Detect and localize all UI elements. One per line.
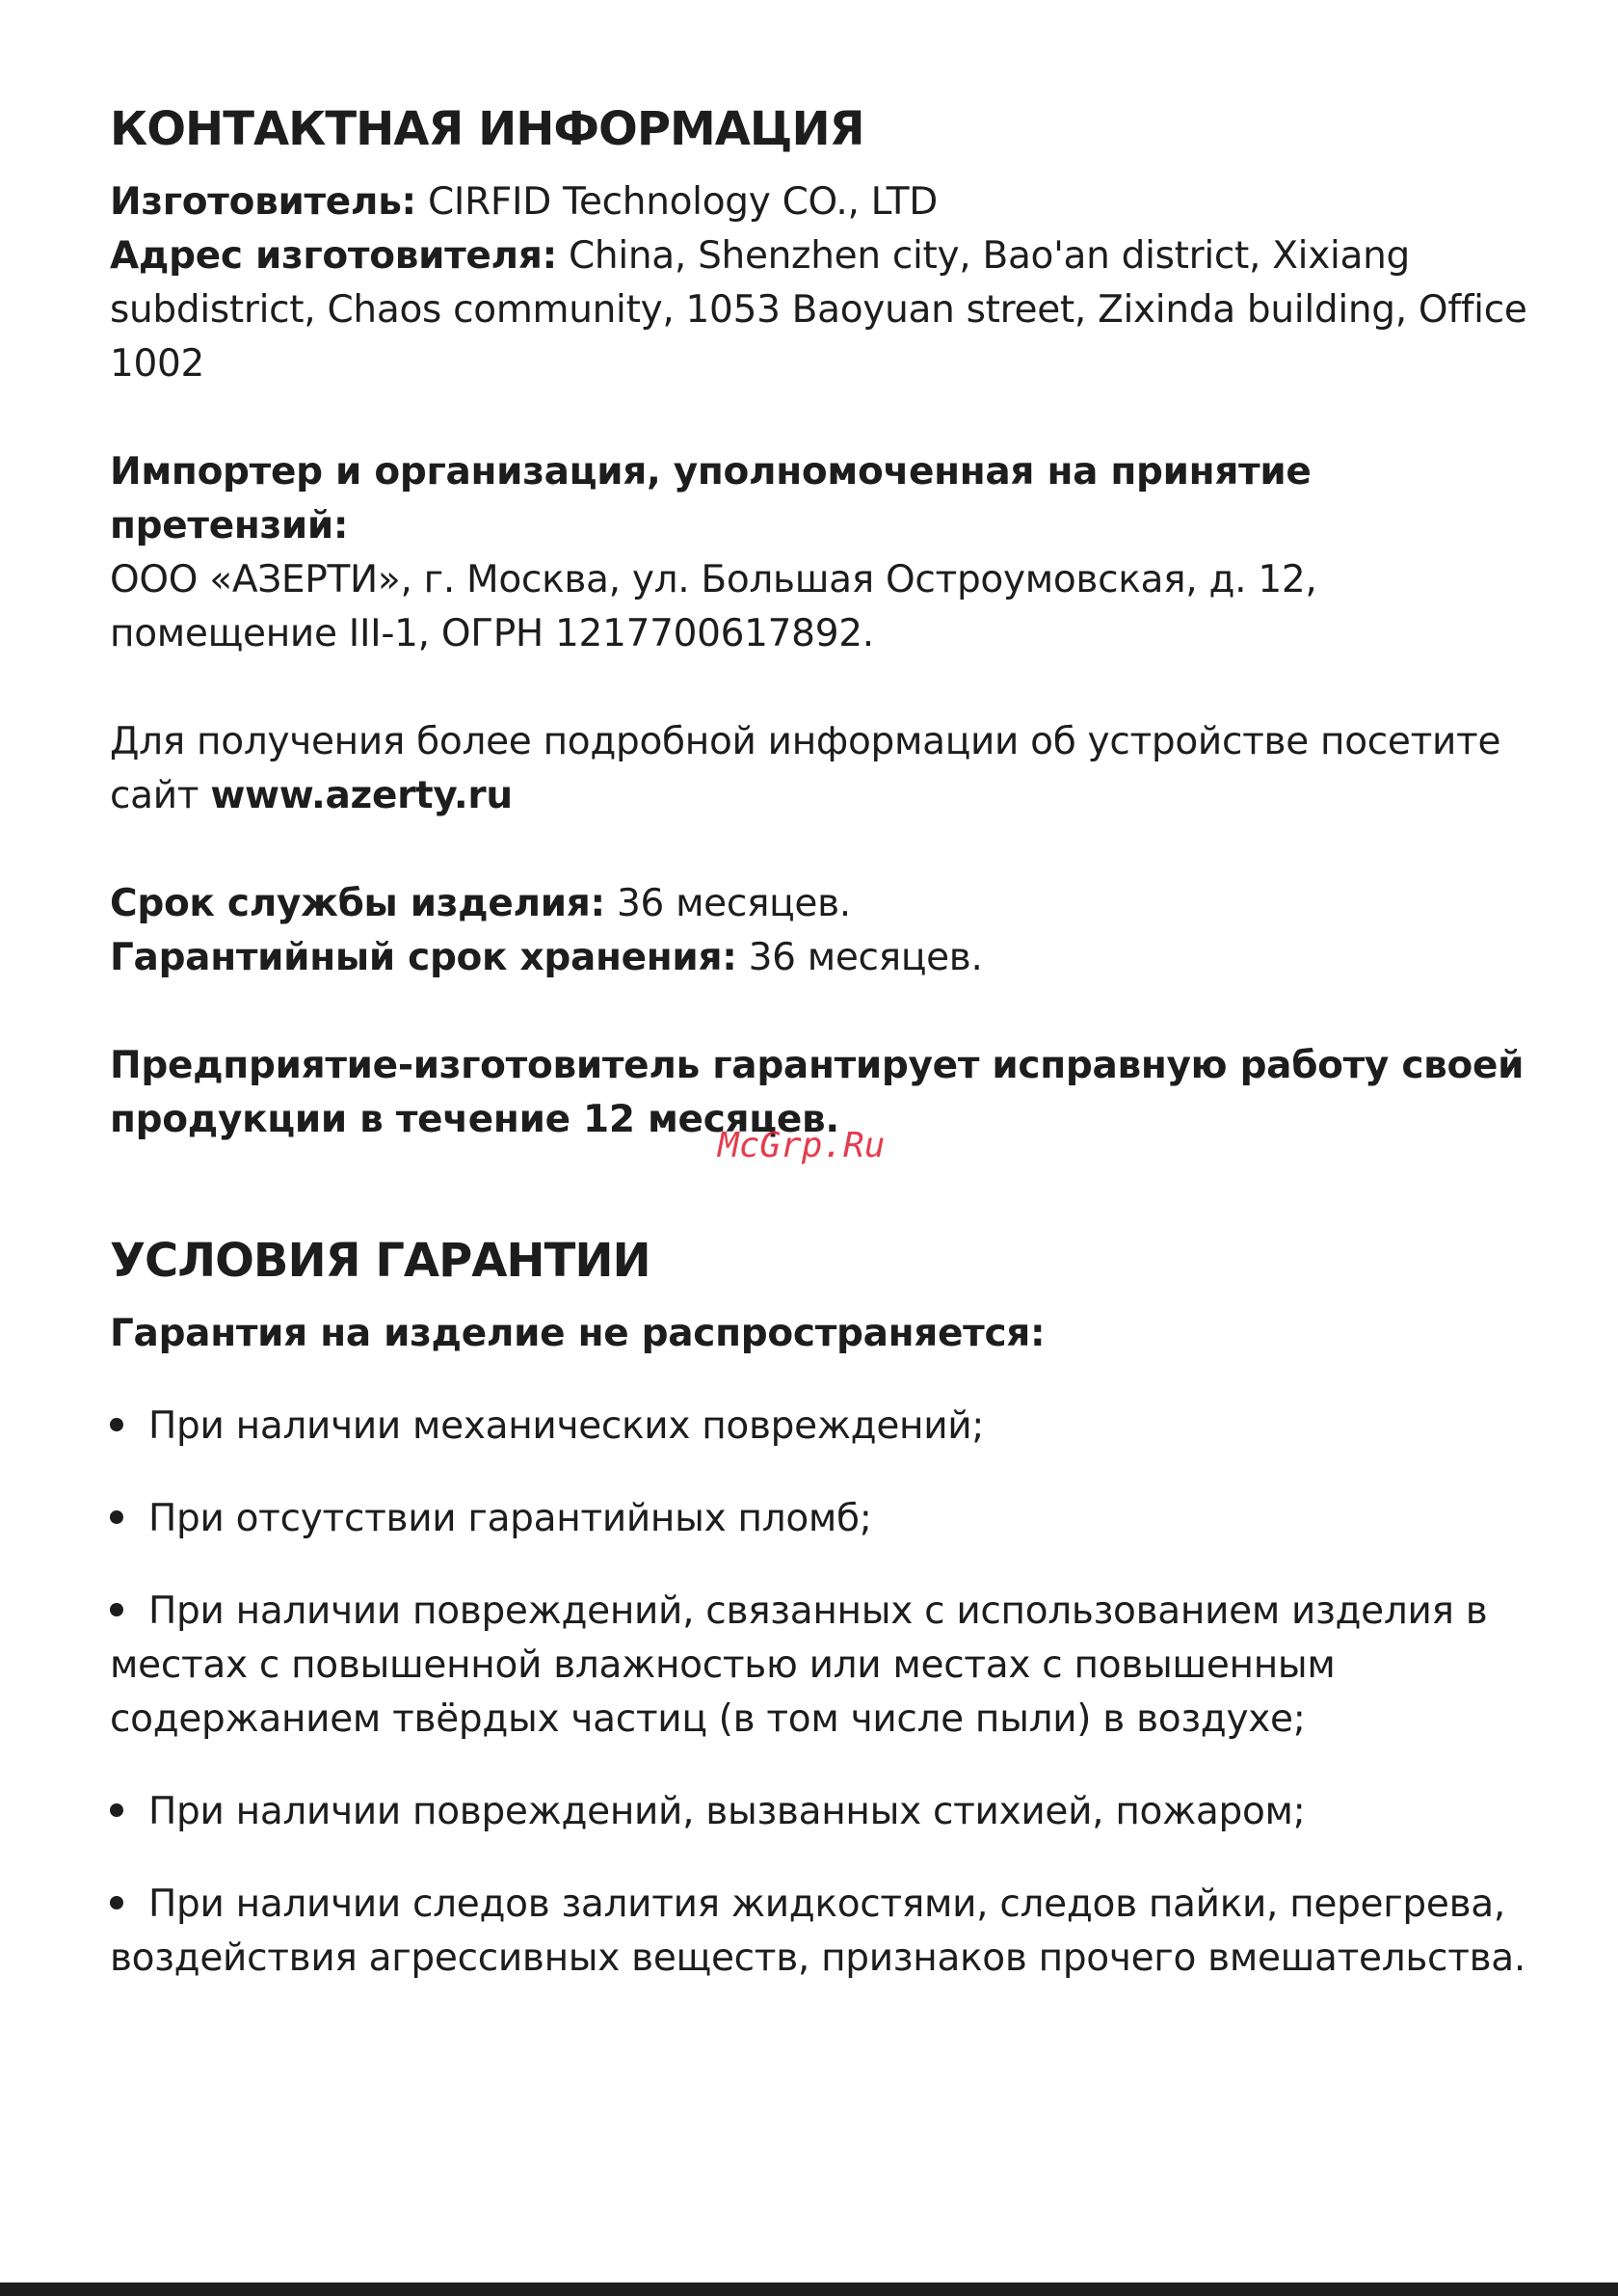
address-label: Адрес изготовителя: xyxy=(110,234,557,278)
watermark: McGrp.Ru xyxy=(718,1126,886,1165)
bullet-icon xyxy=(110,1418,123,1431)
list-item-text: При наличии следов залития жидкостями, следов пайки, перегрева, воздействия агрессивных веществ, признаков прочего вмешательства. xyxy=(110,1882,1525,1980)
list-item xyxy=(110,1400,1536,1454)
address-value: China, Shenzhen city, Bao'an district, Xixiang subdistrict, Chaos community, 1053 Baoyuan street, Zixinda building, Office 1002 xyxy=(110,234,1527,386)
manufacturer-value: CIRFID Technology CO., LTD xyxy=(415,180,938,224)
list-item-text: При наличии повреждений, вызванных стихией, пожаром; xyxy=(148,1790,1306,1833)
warranty-exclusions-list xyxy=(110,1400,1536,1986)
bullet-icon xyxy=(110,1803,123,1817)
address-line xyxy=(110,229,1536,391)
service-life-value: 36 месяцев. xyxy=(604,882,851,925)
bullet-icon xyxy=(110,1510,123,1524)
guarantee-statement: Предприятие-изготовитель гарантирует исправную работу своей продукции в течение 12 месяцев. xyxy=(110,1044,1525,1141)
service-life-line xyxy=(110,877,1536,931)
more-info-line xyxy=(110,715,1536,823)
importer-label: Импортер и организация, уполномоченная на принятие претензий: xyxy=(110,450,1312,547)
list-item-text: При наличии механических повреждений; xyxy=(148,1404,985,1448)
manufacturer-label: Изготовитель: xyxy=(110,180,416,224)
page-content xyxy=(110,96,1536,2024)
list-item-text: При наличии повреждений, связанных с использованием изделия в местах с повышенной влажностью или местах с повышенным содержанием твёрдых частиц (в том числе пыли) в воздухе; xyxy=(110,1589,1488,1741)
service-life-label: Срок службы изделия: xyxy=(110,882,605,925)
more-info-text: Для получения более подробной информации об устройстве посетите сайт xyxy=(110,720,1501,817)
page-bottom-border xyxy=(0,2283,1618,2296)
list-item xyxy=(110,1492,1536,1546)
bullet-icon xyxy=(110,1603,123,1616)
website-link[interactable]: www.azerty.ru xyxy=(210,774,513,817)
list-item xyxy=(110,1585,1536,1747)
storage-value: 36 месяцев. xyxy=(736,936,983,979)
bullet-icon xyxy=(110,1896,123,1909)
manufacturer-line xyxy=(110,175,1536,229)
warranty-heading: УСЛОВИЯ ГАРАНТИИ xyxy=(110,1234,650,1288)
storage-label: Гарантийный срок хранения: xyxy=(110,936,737,979)
warranty-subheading: Гарантия на изделие не распространяется: xyxy=(110,1312,1046,1355)
storage-line xyxy=(110,931,1536,985)
list-item xyxy=(110,1785,1536,1839)
list-item-text: При отсутствии гарантийных пломб; xyxy=(148,1497,872,1540)
contacts-heading: КОНТАКТНАЯ ИНФОРМАЦИЯ xyxy=(110,102,864,156)
list-item xyxy=(110,1878,1536,1986)
importer-value: ООО «АЗЕРТИ», г. Москва, ул. Большая Остроумовская, д. 12, помещение III-1, ОГРН 1217700617892. xyxy=(110,558,1317,655)
